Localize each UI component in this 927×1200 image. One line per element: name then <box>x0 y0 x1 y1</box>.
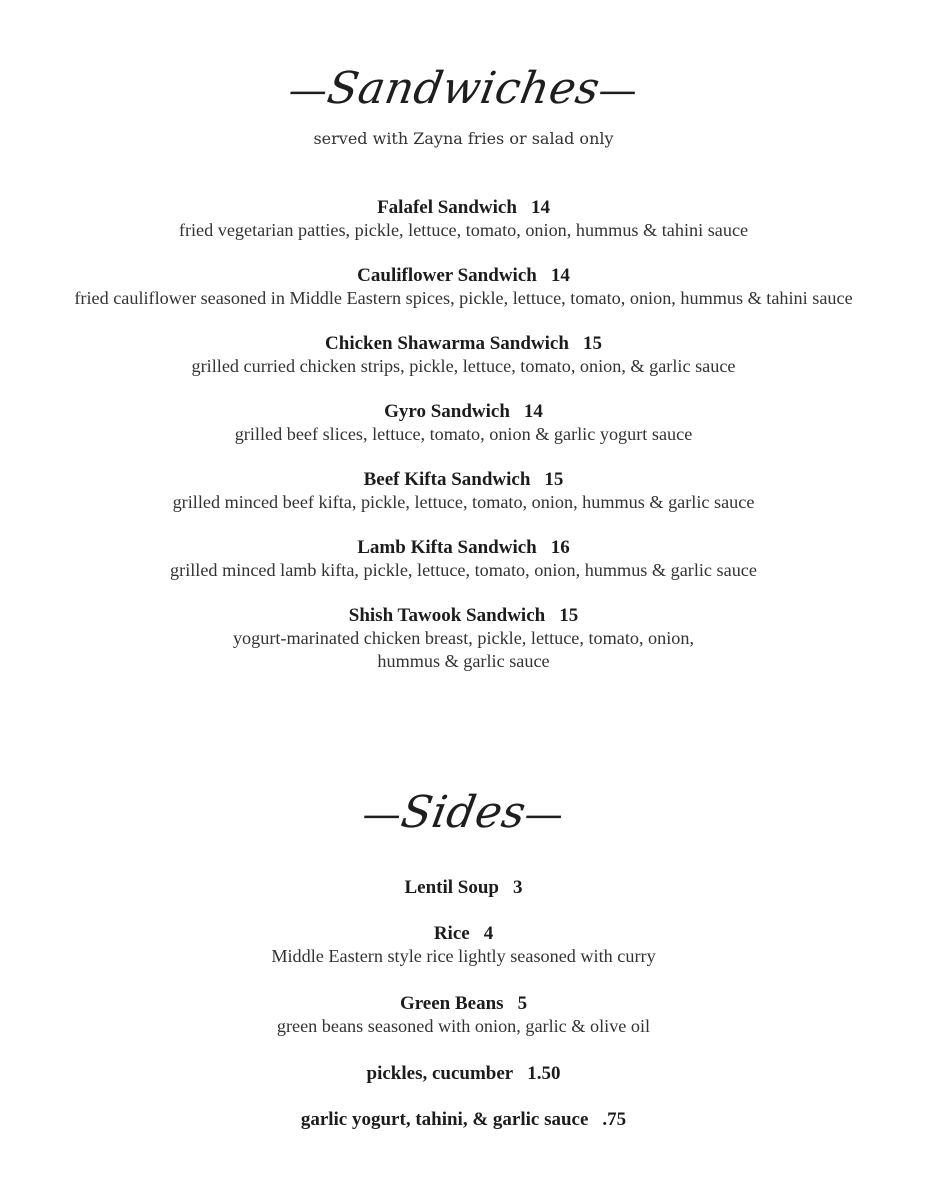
menu-item-name: Lentil Soup <box>404 877 499 898</box>
menu-item-title <box>0 876 927 899</box>
menu-item-description: grilled beef slices, lettuce, tomato, onion & garlic yogurt sauce <box>234 424 693 444</box>
menu-item-name: Gyro Sandwich <box>384 401 510 422</box>
menu-item-price: 16 <box>550 537 570 558</box>
heading-flourish-right: — <box>595 68 642 112</box>
menu-item-title <box>0 468 927 491</box>
menu-item-description: yogurt-marinated chicken breast, pickle, lettuce, tomato, onion, <box>232 628 695 648</box>
menu-item-name: Green Beans <box>399 993 504 1014</box>
menu-item-shish-tawook-sandwich <box>0 604 927 673</box>
menu-item-price: 14 <box>550 265 570 286</box>
menu-item-name: Falafel Sandwich <box>377 197 517 218</box>
menu-item-gyro-sandwich <box>0 400 927 446</box>
menu-item-description: grilled curried chicken strips, pickle, lettuce, tomato, onion, & garlic sauce <box>191 356 736 376</box>
menu-item-price: 15 <box>559 605 579 626</box>
menu-item-name: garlic yogurt, tahini, & garlic sauce <box>300 1109 589 1130</box>
heading-flourish-left: — <box>359 792 406 836</box>
menu-item-name: Cauliflower Sandwich <box>357 265 537 286</box>
sides-heading <box>0 786 927 841</box>
menu-item-description-line2: hummus & garlic sauce <box>377 651 550 671</box>
sandwiches-heading <box>0 62 927 117</box>
menu-item-title <box>0 536 927 559</box>
menu-item-price: 15 <box>544 469 564 490</box>
menu-item-lamb-kifta-sandwich <box>0 536 927 582</box>
menu-item-title <box>0 196 927 219</box>
menu-item-title <box>0 400 927 423</box>
menu-item-name: Rice <box>433 923 470 944</box>
sandwiches-subtitle: served with Zayna fries or salad only <box>313 129 614 148</box>
sides-heading-text: Sides <box>397 787 530 838</box>
menu-item-name: Shish Tawook Sandwich <box>348 605 546 626</box>
menu-item-description: grilled minced lamb kifta, pickle, lettuce, tomato, onion, hummus & garlic sauce <box>170 560 757 580</box>
heading-flourish-left: — <box>285 68 332 112</box>
menu-item-title <box>0 992 927 1015</box>
menu-item-lentil-soup <box>0 876 927 899</box>
menu-item-description: fried vegetarian patties, pickle, lettuce, tomato, onion, hummus & tahini sauce <box>178 220 749 240</box>
menu-item-name: Lamb Kifta Sandwich <box>357 537 537 558</box>
menu-item-green-beans <box>0 992 927 1038</box>
menu-item-chicken-shawarma-sandwich <box>0 332 927 378</box>
menu-item-price: 14 <box>530 197 550 218</box>
menu-item-title <box>0 1108 927 1131</box>
sandwiches-heading-text: Sandwiches <box>323 63 604 114</box>
menu-item-title <box>0 332 927 355</box>
menu-item-name: pickles, cucumber <box>366 1063 514 1084</box>
menu-item-description: fried cauliflower seasoned in Middle Eastern spices, pickle, lettuce, tomato, onion, hummus & tahini sauce <box>74 288 853 308</box>
menu-item-rice <box>0 922 927 968</box>
menu-item-description: grilled minced beef kifta, pickle, lettuce, tomato, onion, hummus & garlic sauce <box>172 492 755 512</box>
menu-item-name: Beef Kifta Sandwich <box>363 469 531 490</box>
menu-item-title <box>0 264 927 287</box>
menu-item-price: 4 <box>483 923 494 944</box>
menu-item-description: Middle Eastern style rice lightly seasoned with curry <box>271 946 656 966</box>
menu-item-pickles-cucumber <box>0 1062 927 1085</box>
menu-item-price: 15 <box>582 333 602 354</box>
menu-item-beef-kifta-sandwich <box>0 468 927 514</box>
menu-item-title <box>0 604 927 627</box>
menu-item-price: .75 <box>602 1109 627 1130</box>
menu-item-price: 1.50 <box>527 1063 561 1084</box>
menu-item-price: 14 <box>523 401 543 422</box>
heading-flourish-right: — <box>521 792 568 836</box>
menu-item-description: green beans seasoned with onion, garlic & olive oil <box>276 1016 651 1036</box>
menu-item-price: 3 <box>513 877 523 898</box>
menu-item-falafel-sandwich <box>0 196 927 242</box>
menu-item-sauces <box>0 1108 927 1131</box>
menu-item-name: Chicken Shawarma Sandwich <box>325 333 569 354</box>
menu-item-title <box>0 922 927 945</box>
menu-item-title <box>0 1062 927 1085</box>
menu-item-cauliflower-sandwich <box>0 264 927 310</box>
menu-item-price: 5 <box>517 993 528 1014</box>
